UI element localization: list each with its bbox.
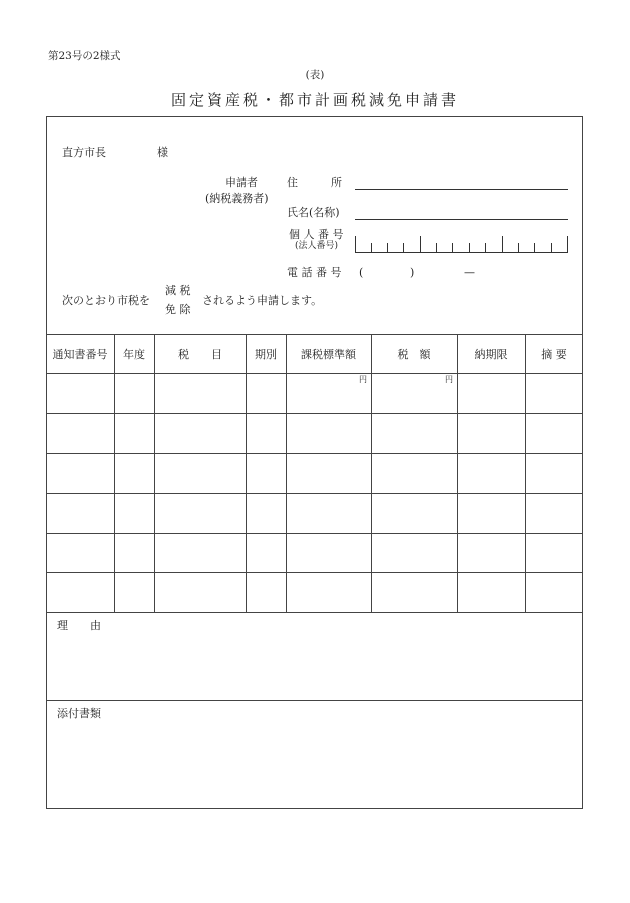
cell-tax-amount[interactable] [374, 545, 454, 570]
cell-tax-amount[interactable] [374, 385, 454, 411]
cell-remarks[interactable] [528, 425, 580, 451]
table-row-rule [46, 453, 583, 454]
table-row-rule [46, 493, 583, 494]
cell-due-date[interactable] [460, 465, 522, 491]
front-label: (表) [305, 69, 325, 81]
cell-assessed-value[interactable] [289, 425, 368, 451]
table-column-rule [286, 334, 287, 612]
cell-fiscal-year[interactable] [117, 425, 151, 451]
table-row-rule [46, 413, 583, 414]
corporate-number-label: (法人番号) [295, 241, 339, 251]
cell-fiscal-year[interactable] [117, 584, 151, 610]
cell-assessed-value[interactable] [289, 385, 368, 411]
cell-installment[interactable] [249, 505, 283, 531]
cell-notice-number[interactable] [49, 584, 111, 610]
applicant-label: 申請者 [225, 176, 258, 189]
header-fiscal-year: 年度 [123, 348, 145, 361]
phone-label: 電 話 番 号 [287, 266, 342, 279]
address-label: 住 所 [287, 176, 342, 189]
cell-remarks[interactable] [528, 545, 580, 570]
yen-unit-tax: 円 [445, 375, 453, 384]
number-box-baseline [355, 252, 568, 253]
addressee-honorific: 様 [157, 146, 168, 159]
cell-due-date[interactable] [460, 425, 522, 451]
phone-dash: — [464, 266, 475, 279]
addressee-mayor: 直方市長 [62, 146, 106, 159]
cell-installment[interactable] [249, 465, 283, 491]
cell-due-date[interactable] [460, 505, 522, 531]
cell-due-date[interactable] [460, 545, 522, 570]
table-column-rule [114, 334, 115, 612]
header-installment: 期別 [255, 348, 277, 361]
taxpayer-sublabel: (納税義務者) [205, 192, 269, 205]
individual-number-label: 個 人 番 号 [289, 228, 344, 241]
table-bottom-rule [46, 612, 583, 613]
cell-remarks[interactable] [528, 465, 580, 491]
cell-tax-item[interactable] [157, 465, 243, 491]
individual-number-value [357, 238, 565, 250]
cell-notice-number[interactable] [49, 425, 111, 451]
cell-remarks[interactable] [528, 505, 580, 531]
cell-tax-amount[interactable] [374, 584, 454, 610]
reason-label: 理 由 [57, 619, 101, 632]
table-column-rule [457, 334, 458, 612]
option-tax-reduction[interactable]: 減 税 [165, 284, 191, 297]
cell-fiscal-year[interactable] [117, 465, 151, 491]
cell-installment[interactable] [249, 584, 283, 610]
cell-fiscal-year[interactable] [117, 545, 151, 570]
number-box-tick [355, 236, 356, 252]
number-box-tick [567, 236, 568, 252]
header-tax-amount: 税 額 [397, 348, 431, 361]
table-column-rule [154, 334, 155, 612]
table-top-rule [46, 334, 583, 335]
cell-due-date[interactable] [460, 385, 522, 411]
phone-exchange-field[interactable] [420, 264, 460, 278]
phone-area-code-field[interactable] [368, 264, 408, 278]
cell-notice-number[interactable] [49, 545, 111, 570]
address-underline [355, 189, 568, 190]
table-column-rule [371, 334, 372, 612]
form-title: 固定資産税・都市計画税減免申請書 [170, 91, 459, 109]
table-column-rule [525, 334, 526, 612]
table-row-rule [46, 572, 583, 573]
cell-fiscal-year[interactable] [117, 505, 151, 531]
option-tax-exemption[interactable]: 免 除 [165, 303, 191, 316]
cell-assessed-value[interactable] [289, 505, 368, 531]
cell-tax-item[interactable] [157, 545, 243, 570]
cell-tax-amount[interactable] [374, 505, 454, 531]
reason-bottom-rule [46, 700, 583, 701]
phone-open-paren: ( [359, 266, 364, 279]
reason-field[interactable] [56, 636, 576, 694]
cell-installment[interactable] [249, 425, 283, 451]
cell-remarks[interactable] [528, 584, 580, 610]
cell-installment[interactable] [249, 545, 283, 570]
phone-close-paren: ) [410, 266, 415, 279]
header-due-date: 納期限 [474, 348, 508, 361]
cell-tax-item[interactable] [157, 505, 243, 531]
table-header-rule [46, 373, 583, 374]
table-column-rule [246, 334, 247, 612]
cell-tax-item[interactable] [157, 385, 243, 411]
table-row-rule [46, 533, 583, 534]
cell-assessed-value[interactable] [289, 465, 368, 491]
phone-subscriber-field[interactable] [478, 264, 568, 278]
cell-notice-number[interactable] [49, 505, 111, 531]
cell-assessed-value[interactable] [289, 584, 368, 610]
cell-notice-number[interactable] [49, 385, 111, 411]
name-underline [355, 219, 568, 220]
attachments-label: 添付書類 [57, 707, 101, 720]
cell-tax-item[interactable] [157, 425, 243, 451]
header-notice-number: 通知書番号 [52, 348, 108, 361]
cell-tax-amount[interactable] [374, 425, 454, 451]
header-assessed-value: 課税標準額 [301, 348, 356, 361]
form-number: 第23号の2様式 [48, 50, 121, 62]
request-suffix: されるよう申請します。 [202, 294, 323, 307]
cell-notice-number[interactable] [49, 465, 111, 491]
cell-tax-item[interactable] [157, 584, 243, 610]
attachments-field[interactable] [56, 724, 576, 804]
cell-fiscal-year[interactable] [117, 385, 151, 411]
name-field[interactable] [357, 205, 567, 217]
yen-unit-assessed: 円 [359, 375, 367, 384]
individual-number-field[interactable] [355, 236, 568, 253]
name-label: 氏名(名称) [287, 206, 340, 219]
cell-remarks[interactable] [528, 385, 580, 411]
request-prefix: 次のとおり市税を [62, 294, 150, 307]
header-tax-item: 税 目 [178, 348, 222, 361]
cell-due-date[interactable] [460, 584, 522, 610]
address-field[interactable] [357, 175, 567, 187]
cell-installment[interactable] [249, 385, 283, 411]
cell-assessed-value[interactable] [289, 545, 368, 570]
header-remarks: 摘 要 [541, 348, 567, 361]
cell-tax-amount[interactable] [374, 465, 454, 491]
